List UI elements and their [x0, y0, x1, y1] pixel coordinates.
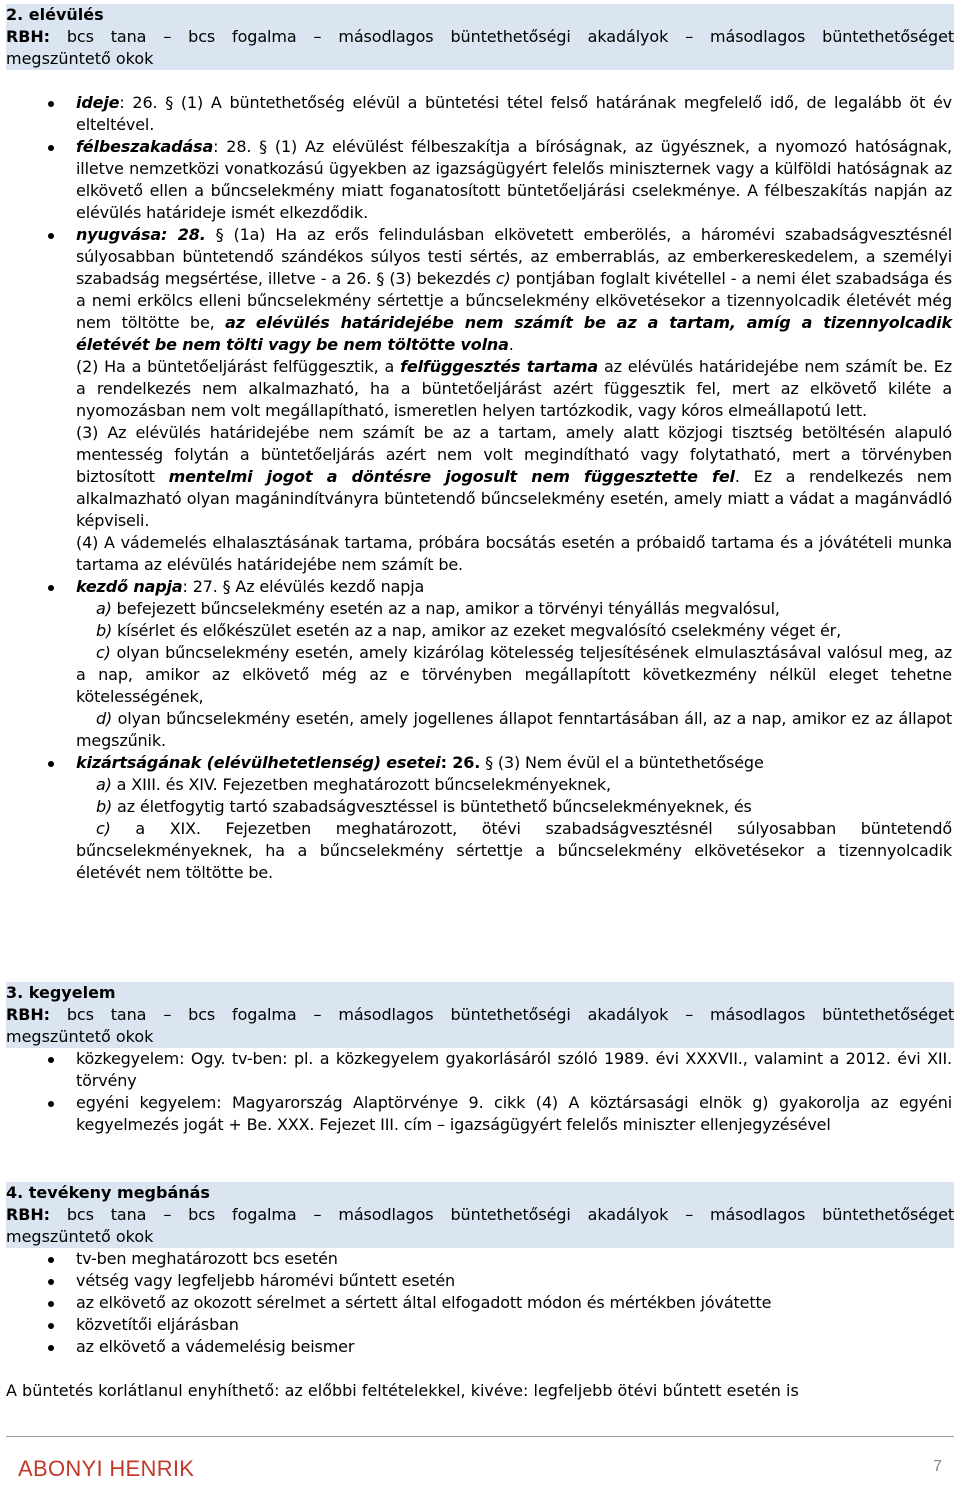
paragraph-4: (4) A vádemelés elhalasztásának tartama, próbára bocsátás esetén a próbaidő tartama és a jóvátételi munka tartama az elévülés határidejébe nem számít be.	[76, 533, 952, 574]
section-header-kegyelem	[6, 982, 954, 1048]
paragraph-3: (3) Az elévülés határidejébe nem számít be az a tartam, amely alatt közjogi tisztség betöltésén alapuló mentesség folytán a büntetőeljárás azért nem volt megindítható vagy folytatható, mert a törvényben biztosított mentelmi jogot a döntésre jogosult nem függesztette fel. Ez a rendelkezés nem alkalmazható olyan magánindítványra büntetendő bűncselekmény esetén, amely miatt a vádat a magánvádló képviseli.	[76, 423, 952, 530]
list-item-felbeszakadasa: félbeszakadása: 28. § (1) Az elévülést félbeszakítja a bíróságnak, az ügyésznek, a nyomozó hatóságnak, illetve nemzetközi vonatkozású ügyekben az igazságügyért felelős miniszternek vagy a külföldi hatóságnak az elkövető ellen a bűncselekmény miatt foganatosított büntetőeljárási cselekménye. A félbeszakítás napján az elévülés határideje ismét elkezdődik.	[6, 136, 952, 224]
list-item: az elkövető a vádemelésig beismer	[6, 1336, 952, 1358]
rbh-line: RBH: bcs tana – bcs fogalma – másodlagos büntethetőségi akadályok – másodlagos büntethetőséget	[6, 27, 954, 46]
kezdo-d: d) olyan bűncselekmény esetén, amely jogellenes állapot fenntartásában áll, az a nap, amikor ez az állapot megszűnik.	[76, 709, 952, 750]
kizart-b: b) az életfogytig tartó szabadságvesztéssel is büntethető bűncselekményeknek, és	[96, 797, 752, 816]
list-item-nyugvasa: nyugvása: 28. § (1a) Ha az erős felindulásban elkövetett emberölés, a háromévi szabadságvesztésnél súlyosabban büntetendő szándékos súlyos testi sértés, az emberrablás, az emberkereskedelem, a személyi szabadság megsértése, illetve - a 26. § (3) bekezdés c) pontjában foglalt kivétellel - a nemi élet szabadsága és a nemi erkölcs elleni bűncselekmény sértettje a bűncselekmény elkövetésekor a tizennyolcadik életévét még nem töltötte be, az elévülés határidejébe nem számít be az a tartam, amíg a tizennyolcadik életévét be nem tölti vagy be nem töltötte volna.	[6, 224, 952, 356]
paragraph-2: (2) Ha a büntetőeljárást felfüggesztik, a felfüggesztés tartama az elévülés határidejébe nem számít be. Ez a rendelkezés nem alkalmazható, ha a büntetőeljárást azért függesztik fel, mert az elkövető kiléte a nyomozásban nem volt megállapítható, ismeretlen helyen tartózkodik, vagy kóros elmeállapotú lett.	[76, 357, 953, 420]
page-number: 7	[933, 1458, 942, 1475]
list-item: közvetítői eljárásban	[6, 1314, 952, 1336]
rbh-line-continuation: megszüntető okok	[6, 49, 154, 68]
kezdo-b: b) kísérlet és előkészület esetén az a nap, amikor az ezeket megvalósító cselekmény véget ér,	[96, 621, 842, 640]
kizart-c: c) a XIX. Fejezetben meghatározott, ötévi szabadságvesztésnél súlyosabban büntetendő bűncselekményeknek, ha a bűncselekmény sértettje a bűncselekmény elkövetésekor a tizennyolcadik életévét nem töltötte be.	[76, 819, 952, 882]
section-title: 2. elévülés	[6, 5, 104, 24]
list-item-kizartsaga: kizártságának (elévülhetetlenség) esetei: 26. § (3) Nem évül el a büntethetősége	[6, 752, 952, 774]
closing-sentence: A büntetés korlátlanul enyhíthető: az előbbi feltételekkel, kivéve: legfeljebb ötévi bűntett esetén is	[6, 1381, 799, 1400]
rbh-line-continuation: megszüntető okok	[6, 1227, 154, 1246]
list-item-ideje: ideje: 26. § (1) A büntethetőség elévül a büntetési tétel felső határának megfelelő idő, de legalább öt év elteltével.	[6, 92, 952, 136]
list-item: közkegyelem: Ogy. tv-ben: pl. a közkegyelem gyakorlásáról szóló 1989. évi XXXVII., valamint a 2012. évi XII. törvény	[6, 1048, 952, 1092]
section-title: 4. tevékeny megbánás	[6, 1183, 210, 1202]
kegyelem-body	[6, 1048, 952, 1136]
rbh-line-continuation: megszüntető okok	[6, 1027, 154, 1046]
list-item: vétség vagy legfeljebb háromévi bűntett esetén	[6, 1270, 952, 1292]
kezdo-c: c) olyan bűncselekmény esetén, amely kizárólag kötelesség teljesítésének elmulasztásával valósul meg, az a nap, amikor az elkövető még az e törvényben megállapított következmény nélkül eleget tehetne kötelességének,	[76, 643, 952, 706]
kezdo-a: a) befejezett bűncselekmény esetén az a nap, amikor a törvényi tényállás megvalósul,	[96, 599, 780, 618]
kizart-a: a) a XIII. és XIV. Fejezetben meghatározott bűncselekményeknek,	[96, 775, 611, 794]
rbh-line: RBH: bcs tana – bcs fogalma – másodlagos büntethetőségi akadályok – másodlagos büntethetőséget	[6, 1205, 954, 1224]
section-header-elevules	[6, 4, 954, 70]
section-title: 3. kegyelem	[6, 983, 116, 1002]
rbh-line: RBH: bcs tana – bcs fogalma – másodlagos büntethetőségi akadályok – másodlagos büntethetőséget	[6, 1005, 954, 1024]
list-item: tv-ben meghatározott bcs esetén	[6, 1248, 952, 1270]
elevules-body	[6, 92, 952, 884]
footer-author: ABONYI HENRIK	[18, 1456, 195, 1481]
elevules-list	[6, 92, 952, 356]
tevekeny-body	[6, 1248, 952, 1358]
list-item-kezdo-napja: kezdő napja: 27. § Az elévülés kezdő napja	[6, 576, 952, 598]
list-item: az elkövető az okozott sérelmet a sértett által elfogadott módon és mértékben jóvátette	[6, 1292, 952, 1314]
list-item: egyéni kegyelem: Magyarország Alaptörvénye 9. cikk (4) A köztársasági elnök g) gyakorolja az egyéni kegyelmezés jogát + Be. XXX. Fejezet III. cím – igazságügyért felelős miniszter ellenjegyzésével	[6, 1092, 952, 1136]
footer-divider	[6, 1436, 954, 1437]
section-header-tevekeny-megbanas	[6, 1182, 954, 1248]
